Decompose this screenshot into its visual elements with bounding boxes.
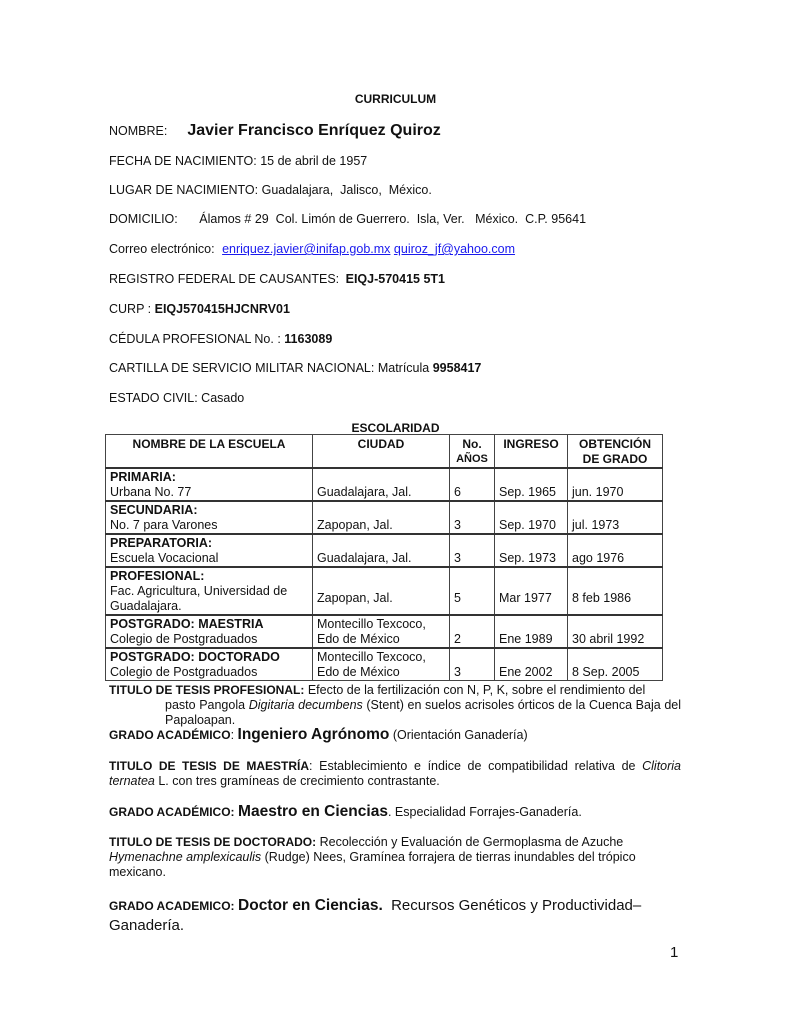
cell-escuela	[106, 501, 313, 534]
header-escuela: NOMBRE DE LA ESCUELA	[106, 435, 313, 469]
school-name: Colegio de Postgraduados	[110, 632, 258, 646]
cell-anos: 5	[450, 567, 495, 615]
tesis-profesional-text-2	[109, 698, 681, 728]
header-obtencion-line1: OBTENCIÓN	[579, 437, 651, 451]
cell-escuela	[106, 534, 313, 567]
cell-ingreso: Sep. 1965	[495, 468, 568, 501]
cell-ciudad: Guadalajara, Jal.	[313, 468, 450, 501]
cell-escuela	[106, 648, 313, 681]
grado-1-colon: :	[230, 728, 235, 742]
email-link-yahoo[interactable]: quiroz_jf@yahoo.com	[393, 242, 516, 256]
cell-obtencion: jul. 1973	[568, 501, 663, 534]
fecha-line	[109, 154, 367, 168]
nombre-value: Javier Francisco Enríquez Quiroz	[187, 122, 441, 139]
header-ingreso: INGRESO	[495, 435, 568, 469]
cell-obtencion: 8 feb 1986	[568, 567, 663, 615]
species-name: Clitoria ternatea	[109, 759, 682, 788]
school-name: Escuela Vocacional	[110, 551, 219, 565]
tesis-profesional-text-1: Efecto de la fertilización con N, P, K, sobre el rendimiento del	[307, 683, 646, 697]
school-name: Urbana No. 77	[110, 485, 192, 499]
cell-escuela	[106, 468, 313, 501]
nombre-line	[109, 122, 441, 140]
table-row	[106, 468, 663, 501]
grado-1-note: (Orientación Ganadería)	[392, 728, 528, 742]
tesis-profesional-text-2b: (Stent) en suelos acrisoles órticos de la Cuenca Baja del Papaloapan.	[165, 698, 681, 727]
escolaridad-title: ESCOLARIDAD	[351, 421, 440, 435]
tesis-maestria-text-a: : Establecimiento e índice de compatibilidad relativa de	[309, 759, 643, 773]
curp-line	[109, 302, 290, 316]
tesis-doctorado-label: TITULO DE TESIS DE DOCTORADO:	[109, 835, 317, 849]
cell-anos: 3	[450, 501, 495, 534]
cell-ingreso: Ene 1989	[495, 615, 568, 648]
grado-2-label: GRADO ACADÉMICO:	[109, 805, 235, 819]
table-row	[106, 567, 663, 615]
cell-obtencion: 30 abril 1992	[568, 615, 663, 648]
nivel-label: PREPARATORIA:	[110, 536, 213, 550]
header-ciudad: CIUDAD	[313, 435, 450, 469]
grado-2-value: Maestro en Ciencias	[238, 803, 388, 820]
nombre-label: NOMBRE:	[109, 124, 168, 138]
nivel-label: PROFESIONAL:	[110, 569, 205, 583]
domicilio-label: DOMICILIO:	[109, 212, 178, 226]
cell-ingreso: Mar 1977	[495, 567, 568, 615]
cedula-label: CÉDULA PROFESIONAL No. :	[109, 332, 281, 346]
cell-anos: 3	[450, 534, 495, 567]
tesis-maestria-label: TITULO DE TESIS DE MAESTRÍA	[109, 759, 309, 773]
correo-label: Correo electrónico:	[109, 242, 215, 256]
fecha-value: 15 de abril de 1957	[260, 154, 368, 168]
curp-label: CURP :	[109, 302, 152, 316]
cell-escuela	[106, 567, 313, 615]
table-row	[106, 534, 663, 567]
nivel-label: POSTGRADO: DOCTORADO	[110, 650, 280, 664]
cell-ciudad: Zapopan, Jal.	[313, 501, 450, 534]
estado-civil-value: Casado	[201, 391, 245, 405]
header-anos	[450, 435, 495, 469]
grado-academico-1	[109, 727, 681, 743]
grado-3-note: Recursos Genéticos y Productividad–Ganadería.	[109, 897, 642, 934]
grado-academico-2	[109, 804, 681, 820]
species-name: Hymenachne amplexicaulis	[109, 850, 262, 864]
cell-ingreso: Sep. 1973	[495, 534, 568, 567]
school-name: Colegio de Postgraduados	[110, 665, 258, 679]
cell-anos: 2	[450, 615, 495, 648]
tesis-maestria-text-b: L. con tres gramíneas de crecimiento contrastante.	[154, 774, 440, 788]
lugar-line	[109, 183, 432, 197]
cell-ingreso: Ene 2002	[495, 648, 568, 681]
cedula-value: 1163089	[284, 332, 333, 346]
grado-3-label: GRADO ACADEMICO:	[109, 899, 235, 913]
tesis-doctorado-text-b: (Rudge) Nees, Gramínea forrajera de tierras inundables del trópico mexicano.	[109, 850, 636, 879]
curp-value: EIQJ570415HJCNRV01	[154, 302, 290, 316]
cell-ingreso: Sep. 1970	[495, 501, 568, 534]
header-obtencion	[568, 435, 663, 469]
cell-obtencion: ago 1976	[568, 534, 663, 567]
grado-3-value: Doctor en Ciencias.	[238, 897, 383, 914]
species-name: Digitaria decumbens	[248, 698, 363, 712]
school-name: No. 7 para Varones	[110, 518, 218, 532]
tesis-profesional-text-2a: pasto Pangola	[165, 698, 249, 712]
header-anos-line1: No.	[462, 437, 482, 451]
estado-civil-line	[109, 391, 244, 405]
cell-obtencion: 8 Sep. 2005	[568, 648, 663, 681]
domicilio-value: Álamos # 29 Col. Limón de Guerrero. Isla, Ver. México. C.P. 95641	[199, 212, 587, 226]
table-row	[106, 615, 663, 648]
tesis-doctorado-text-a: Recolección y Evaluación de Germoplasma de Azuche	[316, 835, 624, 849]
tesis-doctorado	[109, 835, 681, 880]
cartilla-label: CARTILLA DE SERVICIO MILITAR NACIONAL: Matrícula	[109, 361, 430, 375]
domicilio-line	[109, 212, 586, 226]
grado-academico-3	[109, 896, 681, 936]
grado-1-label: GRADO ACADÉMICO	[109, 728, 231, 742]
cell-anos: 3	[450, 648, 495, 681]
fecha-label: FECHA DE NACIMIENTO:	[109, 154, 257, 168]
escolaridad-table	[105, 434, 663, 681]
header-anos-line2: AÑOS	[456, 453, 488, 465]
grado-2-note: . Especialidad Forrajes-Ganadería.	[387, 805, 582, 819]
rfc-value: EIQJ-570415 5T1	[345, 272, 445, 286]
cell-ciudad: Montecillo Texcoco, Edo de México	[313, 648, 450, 681]
estado-civil-label: ESTADO CIVIL:	[109, 391, 198, 405]
cell-ciudad: Zapopan, Jal.	[313, 567, 450, 615]
table-row	[106, 501, 663, 534]
cedula-line	[109, 332, 332, 346]
grado-1-value: Ingeniero Agrónomo	[237, 726, 390, 743]
cartilla-value: 9958417	[432, 361, 482, 375]
cartilla-line	[109, 361, 481, 375]
rfc-line	[109, 272, 445, 286]
table-row	[106, 648, 663, 681]
document-title: CURRICULUM	[354, 92, 437, 106]
cell-obtencion: jun. 1970	[568, 468, 663, 501]
header-obtencion-line2: DE GRADO	[582, 452, 648, 466]
lugar-label: LUGAR DE NACIMIENTO:	[109, 183, 259, 197]
cell-ciudad: Montecillo Texcoco, Edo de México	[313, 615, 450, 648]
email-link-inifap[interactable]: enriquez.javier@inifap.gob.mx	[222, 242, 391, 256]
correo-line	[109, 242, 515, 256]
lugar-value: Guadalajara, Jalisco, México.	[261, 183, 432, 197]
nivel-label: POSTGRADO: MAESTRIA	[110, 617, 264, 631]
tesis-profesional-label: TITULO DE TESIS PROFESIONAL:	[109, 683, 305, 697]
rfc-label: REGISTRO FEDERAL DE CAUSANTES:	[109, 272, 340, 286]
cell-escuela	[106, 615, 313, 648]
nivel-label: PRIMARIA:	[110, 470, 176, 484]
tesis-profesional	[109, 683, 681, 728]
nivel-label: SECUNDARIA:	[110, 503, 198, 517]
page-number: 1	[670, 944, 679, 961]
cell-anos: 6	[450, 468, 495, 501]
table-header-row	[106, 435, 663, 469]
school-name: Fac. Agricultura, Universidad de Guadalajara.	[110, 584, 288, 613]
cell-ciudad: Guadalajara, Jal.	[313, 534, 450, 567]
tesis-maestria	[109, 759, 681, 789]
